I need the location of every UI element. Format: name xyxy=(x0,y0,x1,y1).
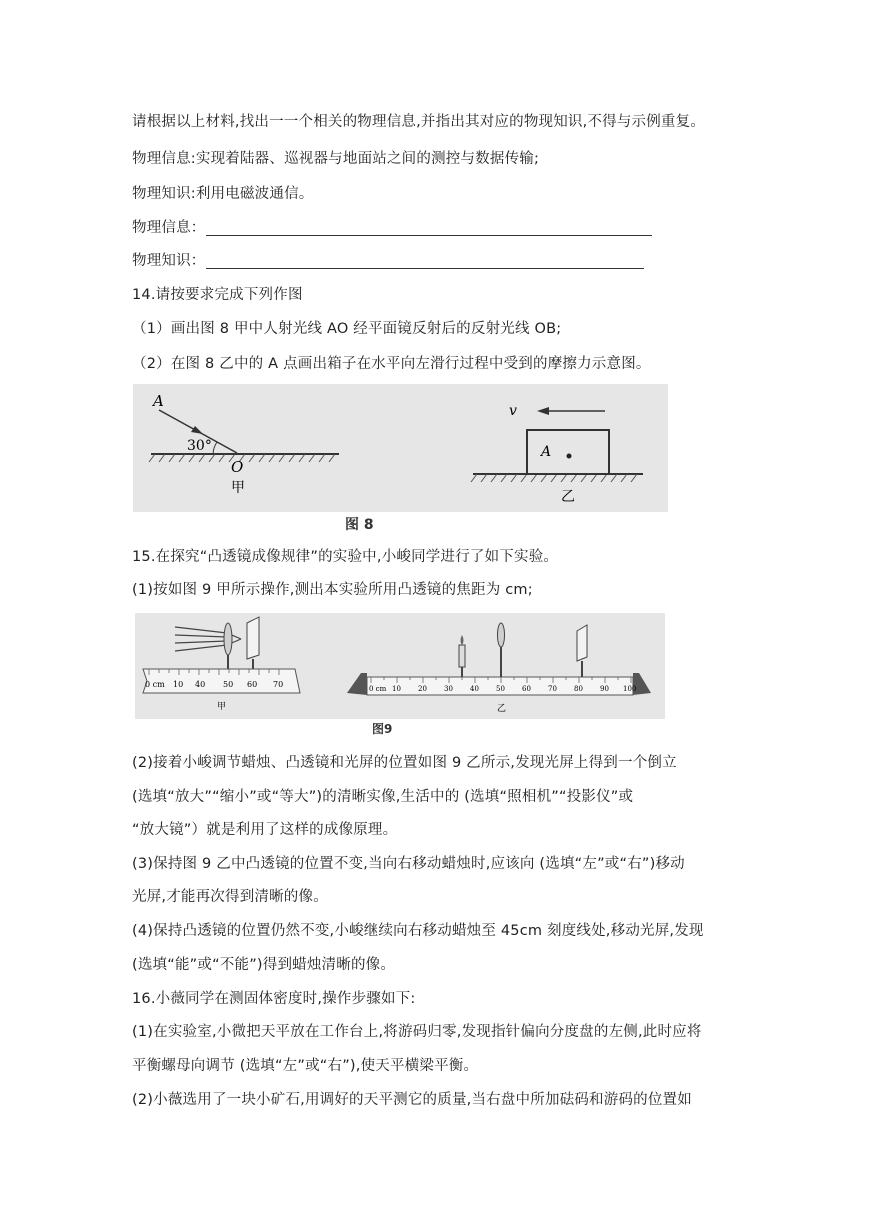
bench-tick-10: 10 xyxy=(392,685,401,693)
figure-9-jia-label: 甲 xyxy=(217,702,227,712)
velocity-label: v xyxy=(509,403,517,419)
light-screen xyxy=(577,625,587,661)
question-16-part-2: (2)小薇选用了一块小矿石,用调好的天平测它的质量,当右盘中所加砝码和游码的位置如 xyxy=(132,1092,692,1108)
bench-tick-90: 90 xyxy=(600,685,609,693)
bench-tick-40: 40 xyxy=(470,685,479,693)
question-14-part-2: （2）在图 8 乙中的 A 点画出箱子在水平向左滑行过程中受到的摩擦力示意图。 xyxy=(132,356,651,372)
bench-tick-0: 0 cm xyxy=(369,685,387,693)
question-16-part-1a: (1)在实验室,小微把天平放在工作台上,将游码归零,发现指针偏向分度盘的左侧,此时应将 xyxy=(132,1024,702,1040)
point-a-dot xyxy=(567,454,572,459)
bench-tick-80: 80 xyxy=(574,685,583,693)
example-knowledge-line: 物理知识:利用电磁波通信。 xyxy=(132,186,314,202)
answer-info-blank[interactable] xyxy=(206,221,652,236)
question-16-title: 16.小薇同学在测固体密度时,操作步骤如下: xyxy=(132,991,416,1007)
convex-lens xyxy=(498,623,505,647)
question-15-part-2b: (选填“放大”“缩小”或“等大”)的清晰实像,生活中的 (选填“照相机”“投影仪”或 xyxy=(132,789,634,805)
angle-label: 30° xyxy=(187,438,212,454)
ruler-jia-tick-40: 40 xyxy=(195,680,206,689)
example-info-line: 物理信息:实现着陆器、巡视器与地面站之间的测控与数据传输; xyxy=(132,151,540,167)
instruction-line: 请根据以上材料,找出一一个相关的物理信息,并指出其对应的物现知识,不得与示例重复。 xyxy=(132,114,706,130)
answer-knowledge-label: 物理知识： xyxy=(132,253,206,269)
question-15-title: 15.在探究“凸透镜成像规律”的实验中,小峻同学进行了如下实验。 xyxy=(132,549,559,565)
figure-8-drawing xyxy=(133,384,668,512)
question-16-part-1b: 平衡螺母向调节 (选填“左”或“右”),使天平横梁平衡。 xyxy=(132,1058,479,1074)
ruler-jia-tick-70: 70 xyxy=(273,680,284,689)
bench-tick-60: 60 xyxy=(522,685,531,693)
candle xyxy=(459,645,465,667)
ruler-jia-tick-50: 50 xyxy=(223,680,234,689)
question-15-part-4b: (选填“能”或“不能”)得到蜡烛清晰的像。 xyxy=(132,957,396,973)
figure-jia-label: 甲 xyxy=(231,480,245,496)
answer-knowledge-blank[interactable] xyxy=(206,254,644,269)
question-14-part-1: （1）画出图 8 甲中人射光线 AO 经平面镜反射后的反射光线 OB; xyxy=(132,321,562,337)
box-a-label: A xyxy=(541,444,552,460)
bench-tick-100: 100 xyxy=(623,685,637,693)
figure-yi-label: 乙 xyxy=(561,489,575,505)
point-o-label: O xyxy=(231,458,244,476)
figure-8-image xyxy=(133,384,668,512)
question-15-part-1: (1)按如图 9 甲所示操作,测出本实验所用凸透镜的焦距为 cm; xyxy=(132,582,533,598)
point-a-label: A xyxy=(153,392,164,410)
answer-knowledge-row xyxy=(132,251,644,271)
bench-tick-50: 50 xyxy=(496,685,505,693)
ruler-jia-tick-0: 0 cm xyxy=(145,680,165,689)
figure-9-image xyxy=(135,613,665,719)
question-15-part-3a: (3)保持图 9 乙中凸透镜的位置不变,当向右移动蜡烛时,应该向 (选填“左”或“右”)移动 xyxy=(132,856,685,872)
answer-info-label: 物理信息： xyxy=(132,220,206,236)
ruler-jia-tick-60: 60 xyxy=(247,680,258,689)
ruler-jia-tick-10: 10 xyxy=(173,680,184,689)
figure-8-caption: 图 8 xyxy=(345,517,374,533)
bench-tick-30: 30 xyxy=(444,685,453,693)
bench-tick-20: 20 xyxy=(418,685,427,693)
question-14-title: 14.请按要求完成下列作图 xyxy=(132,287,303,303)
question-15-part-4a: (4)保持凸透镜的位置仍然不变,小峻继续向右移动蜡烛至 45cm 刻度线处,移动光屏,发现 xyxy=(132,923,704,939)
question-15-part-3b: 光屏,才能再次得到清晰的像。 xyxy=(132,889,328,905)
candle-flame xyxy=(461,635,464,645)
box xyxy=(527,430,609,474)
question-15-part-2c: “放大镜”）就是利用了这样的成像原理。 xyxy=(132,822,398,838)
figure-9-yi-label: 乙 xyxy=(497,704,507,714)
figure-9-drawing xyxy=(135,613,665,719)
question-15-part-2a: (2)接着小峻调节蜡烛、凸透镜和光屏的位置如图 9 乙所示,发现光屏上得到一个倒立 xyxy=(132,755,677,771)
answer-info-row xyxy=(132,218,652,238)
bench-tick-70: 70 xyxy=(548,685,557,693)
figure-9-caption: 图9 xyxy=(372,722,393,736)
